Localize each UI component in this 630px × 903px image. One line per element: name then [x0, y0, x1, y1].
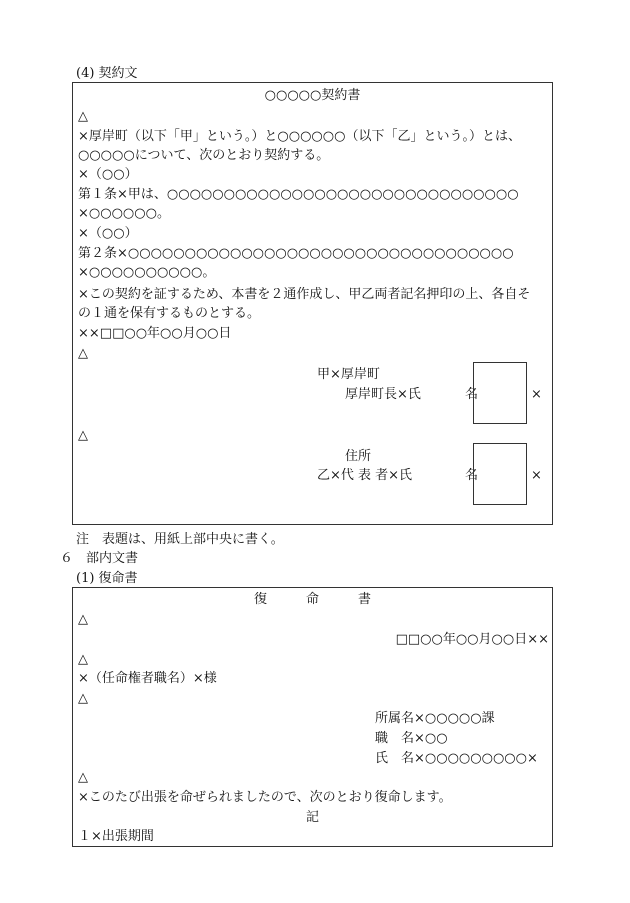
seal-box-a — [473, 362, 527, 424]
section-4-heading: (4) 契約文 — [76, 66, 138, 81]
blank-mark: △ — [78, 428, 88, 443]
note-line: 注 表題は、用紙上部中央に書く。 — [76, 532, 284, 547]
contract-line-0: △ — [78, 109, 88, 124]
contract-line-1: ×厚岸町（以下「甲」という。）と○○○○○○（以下「乙」という。）とは、 — [78, 129, 521, 144]
mark-b: × — [531, 468, 542, 483]
report-blank-2: △ — [78, 652, 88, 667]
party-a-line-1: 甲×厚岸町 — [317, 367, 380, 382]
seal-box-b — [473, 443, 527, 505]
section-6-1-heading: (1) 復命書 — [76, 571, 138, 586]
party-a-line-2: 厚岸町長×氏 — [345, 387, 421, 402]
report-title: 復 命 書 — [253, 592, 371, 607]
report-position: 職 名×○○ — [375, 731, 448, 746]
contract-line-4: 第１条×甲は、○○○○○○○○○○○○○○○○○○○○○○○○○○○○○○○ — [78, 187, 519, 202]
party-b-line-2: 乙×代 表 者×氏 — [317, 468, 413, 483]
contract-line-8: ×○○○○○○○○○○。 — [78, 265, 216, 280]
party-b-line-1: 住所 — [345, 449, 372, 464]
report-body: ×このたび出張を命ぜられましたので、次のとおり復命します。 — [78, 790, 452, 805]
report-name: 氏 名×○○○○○○○○○× — [375, 751, 538, 766]
report-blank-1: △ — [78, 612, 88, 627]
contract-title: ○○○○○契約書 — [264, 88, 361, 103]
name-label-b: 名 — [465, 468, 479, 483]
report-ki: 記 — [305, 810, 319, 825]
section-6-heading: ６ 部内文書 — [60, 551, 139, 566]
contract-line-7: 第２条×○○○○○○○○○○○○○○○○○○○○○○○○○○○○○○○○○○ — [78, 246, 514, 261]
contract-line-9: ×この契約を証するため、本書を２通作成し、甲乙両者記名押印の上、各自そ — [78, 287, 531, 302]
contract-line-11: ××□□○○年○○月○○日 — [78, 326, 232, 341]
report-addressee: ×（任命権者職名）×様 — [78, 671, 217, 686]
report-date: □□○○年○○月○○日×× — [395, 632, 549, 647]
contract-line-12: △ — [78, 346, 88, 361]
contract-line-2: ○○○○○について、次のとおり契約する。 — [78, 148, 330, 163]
mark-a: × — [531, 387, 542, 402]
contract-line-10: の１通を保有するものとする。 — [78, 306, 261, 321]
name-label-a: 名 — [465, 387, 479, 402]
report-blank-4: △ — [78, 770, 88, 785]
contract-line-6: ×（○○） — [78, 226, 138, 241]
contract-line-5: ×○○○○○○。 — [78, 206, 170, 221]
report-blank-3: △ — [78, 691, 88, 706]
report-dept: 所属名×○○○○○課 — [375, 711, 495, 726]
contract-line-3: ×（○○） — [78, 167, 138, 182]
report-item-1: １×出張期間 — [78, 829, 154, 844]
